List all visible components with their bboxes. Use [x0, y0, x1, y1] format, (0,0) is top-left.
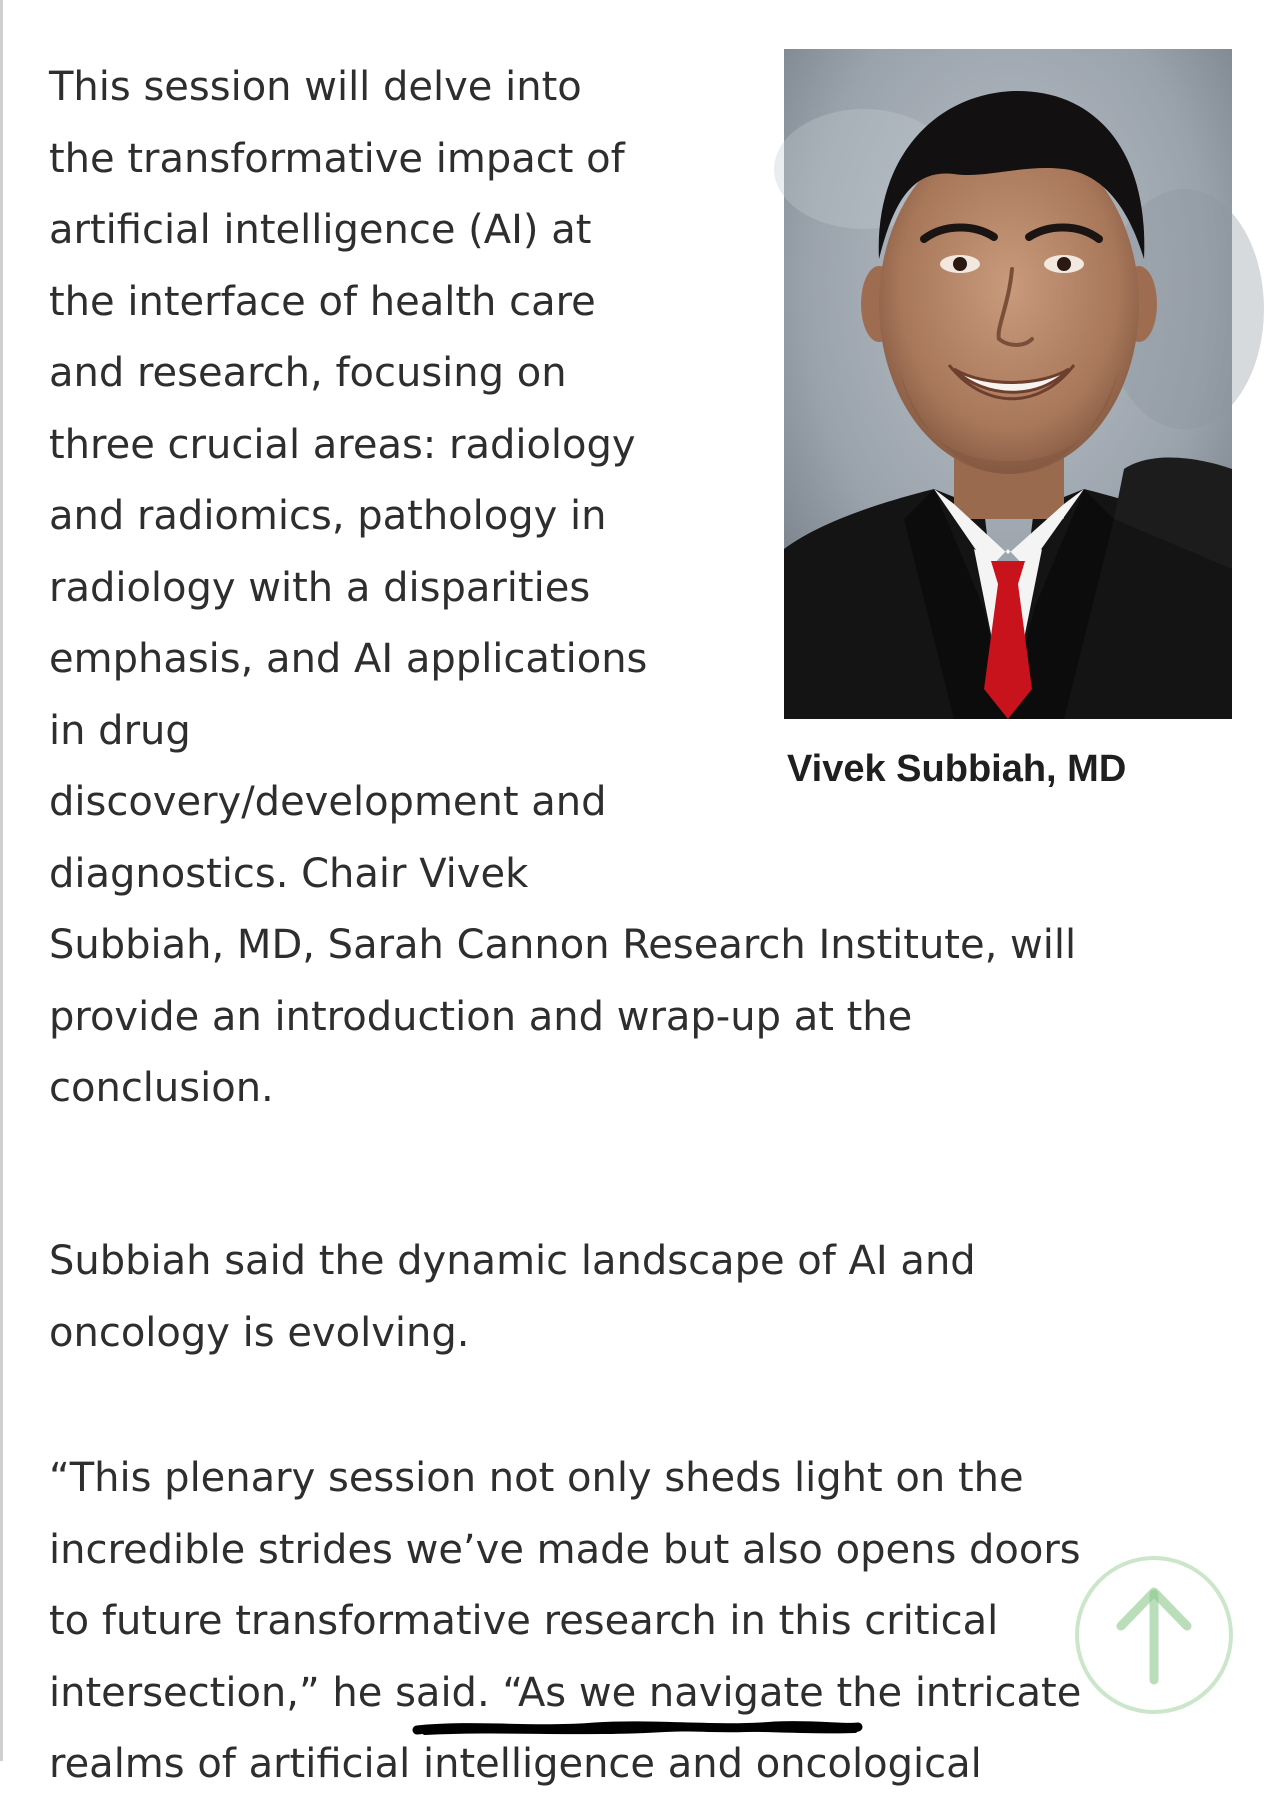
- paragraph-quote: [49, 1443, 1081, 1801]
- text-line: incredible strides we’ve made but also opens doors: [49, 1526, 1081, 1573]
- text-line: Subbiah said the dynamic landscape of AI and: [49, 1238, 976, 1284]
- speaker-photo: [784, 49, 1232, 719]
- scroll-to-top-button[interactable]: [1075, 1556, 1233, 1714]
- redaction-scribble: [415, 1718, 860, 1738]
- text-line: artificial intelligence (AI) at: [49, 207, 592, 253]
- text-line: the interface of health care: [49, 278, 596, 325]
- text-line: This session will delve into: [49, 64, 582, 110]
- speaker-photo-figure: [784, 49, 1232, 719]
- text-line: emphasis, and AI applications: [49, 636, 648, 682]
- text-line: the transformative impact of: [49, 135, 625, 182]
- text-line: and research, focusing on: [49, 350, 567, 396]
- page-left-border: [0, 0, 3, 1761]
- text-line: three crucial areas: radiology: [49, 421, 636, 468]
- headshot-illustration: [784, 49, 1232, 719]
- text-line: conclusion.: [49, 1065, 274, 1111]
- text-line: provide an introduction and wrap-up at the: [49, 993, 913, 1040]
- text-line: diagnostics. Chair Vivek: [49, 850, 529, 897]
- photo-caption: Vivek Subbiah, MD: [787, 748, 1127, 790]
- text-line: radiology with a disparities: [49, 564, 591, 611]
- text-line: discovery/development and: [49, 779, 607, 825]
- text-line: to future transformative research in this critical: [49, 1598, 999, 1644]
- text-line: intersection,” he said. “As we navigate the intricate: [49, 1669, 1082, 1716]
- arrow-up-icon: [1109, 1580, 1199, 1690]
- text-line: realms of artificial intelligence and oncological: [49, 1741, 982, 1787]
- text-line: “This plenary session not only sheds light on the: [49, 1455, 1024, 1501]
- text-line: oncology is evolving.: [49, 1309, 470, 1356]
- text-line: in drug: [49, 707, 191, 754]
- paragraph-subbiah-said: [49, 1226, 976, 1369]
- text-line: Subbiah, MD, Sarah Cannon Research Institute, will: [49, 922, 1077, 968]
- text-line: and radiomics, pathology in: [49, 493, 607, 539]
